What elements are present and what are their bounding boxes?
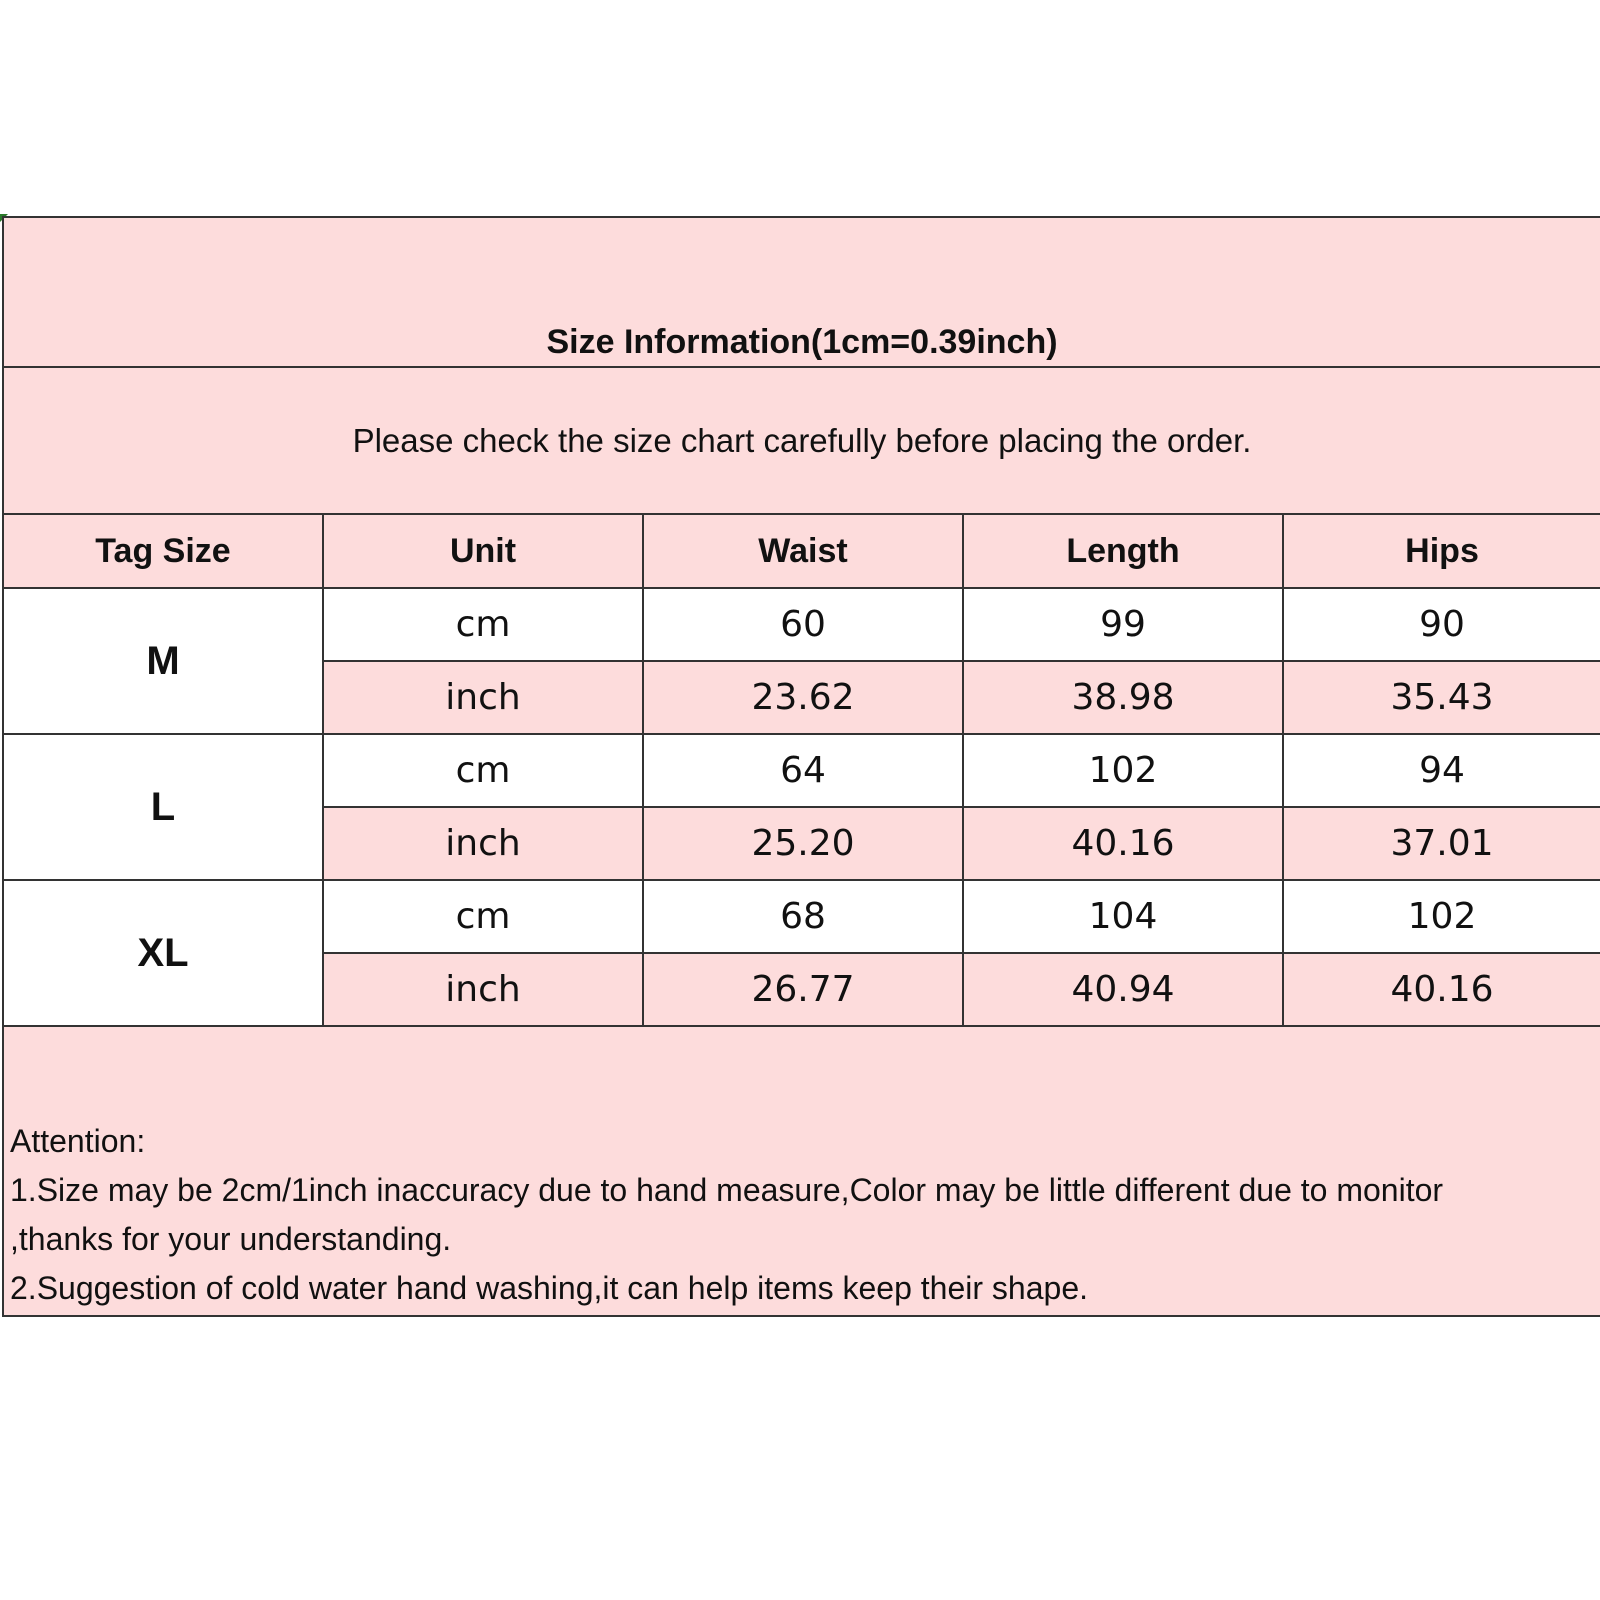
waist-cell: 25.20 — [643, 807, 963, 880]
header-hips: Hips — [1283, 514, 1600, 588]
attention-heading: Attention: — [10, 1123, 146, 1159]
length-cell: 38.98 — [963, 661, 1283, 734]
unit-cell: cm — [323, 880, 643, 953]
tag-size-cell: XL — [3, 880, 323, 1026]
header-tag-size: Tag Size — [3, 514, 323, 588]
hips-cell: 40.16 — [1283, 953, 1600, 1026]
header-waist: Waist — [643, 514, 963, 588]
order-notice: Please check the size chart carefully before placing the order. — [3, 367, 1600, 514]
attention-notes — [3, 1026, 1600, 1316]
attention-line-3: 2.Suggestion of cold water hand washing,it can help items keep their shape. — [10, 1270, 1088, 1306]
hips-cell: 37.01 — [1283, 807, 1600, 880]
hips-cell: 90 — [1283, 588, 1600, 661]
header-length: Length — [963, 514, 1283, 588]
chart-title: Size Information(1cm=0.39inch) — [3, 217, 1600, 367]
waist-cell: 60 — [643, 588, 963, 661]
length-cell: 40.16 — [963, 807, 1283, 880]
waist-cell: 23.62 — [643, 661, 963, 734]
header-unit: Unit — [323, 514, 643, 588]
unit-cell: inch — [323, 661, 643, 734]
length-cell: 99 — [963, 588, 1283, 661]
hips-cell: 94 — [1283, 734, 1600, 807]
waist-cell: 64 — [643, 734, 963, 807]
table-row — [3, 734, 1600, 807]
size-chart — [2, 216, 1600, 1317]
size-table — [2, 216, 1600, 1317]
table-row — [3, 880, 1600, 953]
length-cell: 104 — [963, 880, 1283, 953]
tag-size-cell: L — [3, 734, 323, 880]
waist-cell: 68 — [643, 880, 963, 953]
attention-line-2: ,thanks for your understanding. — [10, 1221, 452, 1257]
unit-cell: inch — [323, 807, 643, 880]
waist-cell: 26.77 — [643, 953, 963, 1026]
length-cell: 40.94 — [963, 953, 1283, 1026]
table-row — [3, 588, 1600, 661]
attention-line-1: 1.Size may be 2cm/1inch inaccuracy due to hand measure,Color may be little different due to monitor — [10, 1172, 1444, 1208]
unit-cell: cm — [323, 734, 643, 807]
length-cell: 102 — [963, 734, 1283, 807]
tag-size-cell: M — [3, 588, 323, 734]
hips-cell: 102 — [1283, 880, 1600, 953]
header-row — [3, 514, 1600, 588]
unit-cell: inch — [323, 953, 643, 1026]
unit-cell: cm — [323, 588, 643, 661]
hips-cell: 35.43 — [1283, 661, 1600, 734]
